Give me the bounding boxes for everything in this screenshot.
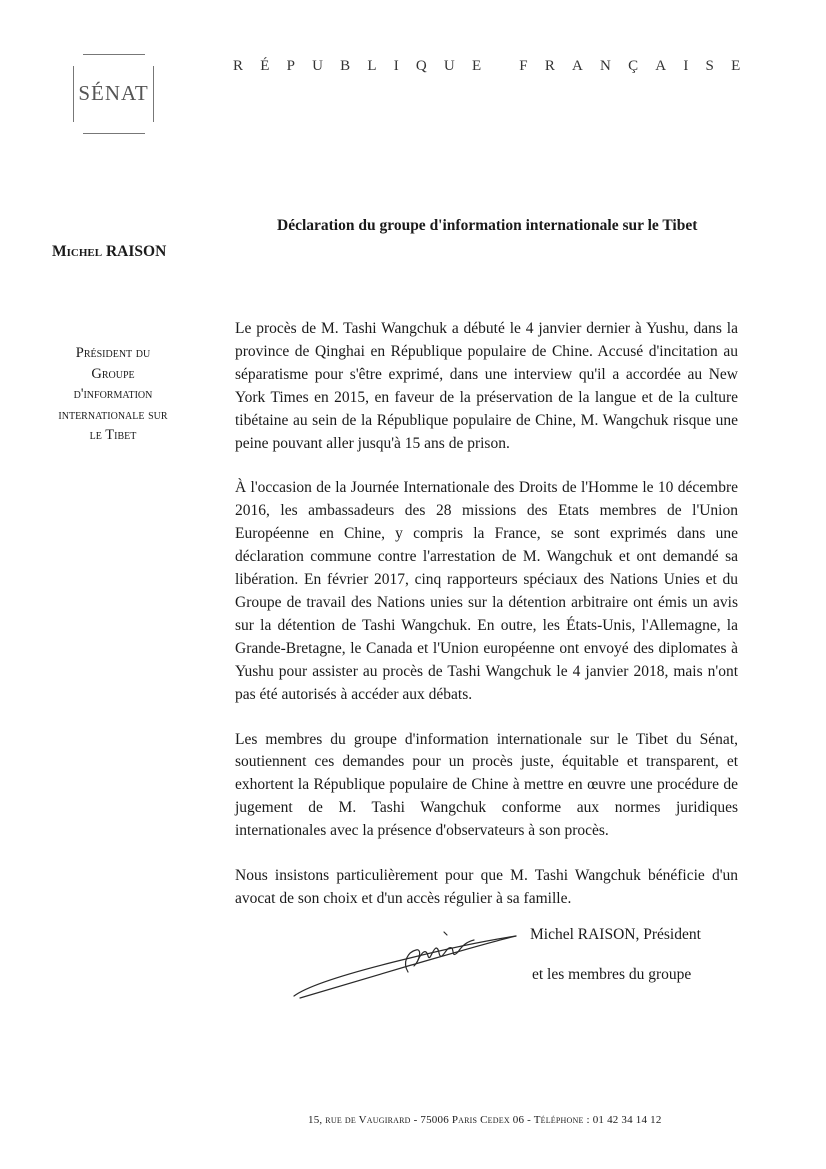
body-paragraph: Les membres du groupe d'information internationale sur le Tibet du Sénat, soutiennent ces demandes pour un procès juste, équitable et transparent, et exhortent la République populaire de Chine à mettre en œuvre une procédure de jugement de M. Tashi Wangchuk conforme aux normes juridiques internationales avec la présence d'observateurs à son procès. <box>235 730 738 840</box>
sender-title-line: d'information <box>73 386 153 402</box>
sender-title-line: Groupe <box>91 365 135 382</box>
closing-signer-line: Michel RAISON, Président <box>530 926 701 943</box>
closing-group-line: et les membres du groupe <box>532 966 692 983</box>
logo-right-bar <box>153 66 154 122</box>
sender-name <box>52 243 166 261</box>
body-paragraph: Le procès de M. Tashi Wangchuk a débuté le 4 janvier dernier à Yushu, dans la province de Qinghai en République populaire de Chine. Accusé d'incitation au séparatisme pour s'être exprimé, dans une interview qu'il a accordée au New York Times en 2015, en faveur de la préservation de la langue et de la culture tibétaine au sein de la République populaire de Chine, M. Wangchuk risque une peine pouvant aller jusqu'à 15 ans de prison. <box>235 320 738 452</box>
declaration-title: Déclaration du groupe d'information internationale sur le Tibet <box>277 217 698 234</box>
logo-bottom-rule <box>83 133 145 134</box>
logo-text: SÉNAT <box>78 81 149 105</box>
footer-address: 15, rue de Vaugirard - 75006 Paris Cedex 06 - Téléphone : 01 42 34 14 12 <box>308 1114 662 1126</box>
handwritten-signature-icon <box>290 918 520 1013</box>
sender-title-line: internationale sur <box>58 406 168 423</box>
republic-heading: RÉPUBLIQUE FRANÇAISE <box>233 58 758 74</box>
body-paragraph: À l'occasion de la Journée Internationale des Droits de l'Homme le 10 décembre 2016, les ambassadeurs des 28 missions des Etats membres de l'Union Européenne en Chine, y compris la France, se sont exprimés dans une déclaration commune contre l'arrestation de M. Wangchuk et ont demandé sa libération. En février 2017, cinq rapporteurs spéciaux des Nations Unies et du Groupe de travail des Nations unies sur la détention arbitraire ont émis un avis sur la détention de Tashi Wangchuk. En outre, les États-Unis, l'Allemagne, la Grande-Bretagne, le Canada et l'Union européenne ont envoyé des diplomates à Yushu pour assister au procès de Tashi Wangchuk le 4 janvier 2018, mais n'ont pas été autorisés à accéder aux débats. <box>235 479 738 703</box>
body-paragraph: Nous insistons particulièrement pour que M. Tashi Wangchuk bénéficie d'un avocat de son choix et d'un accès régulier à sa famille. <box>235 867 738 907</box>
declaration-body <box>235 318 738 933</box>
sender-first-name: Michel <box>52 243 103 260</box>
sender-title-line: le Tibet <box>89 427 137 443</box>
sender-last-name: RAISON <box>105 243 167 260</box>
logo-top-rule <box>83 54 145 55</box>
sender-title <box>34 343 192 446</box>
sender-title-line: Président du <box>75 345 151 361</box>
senat-logo <box>73 54 155 134</box>
